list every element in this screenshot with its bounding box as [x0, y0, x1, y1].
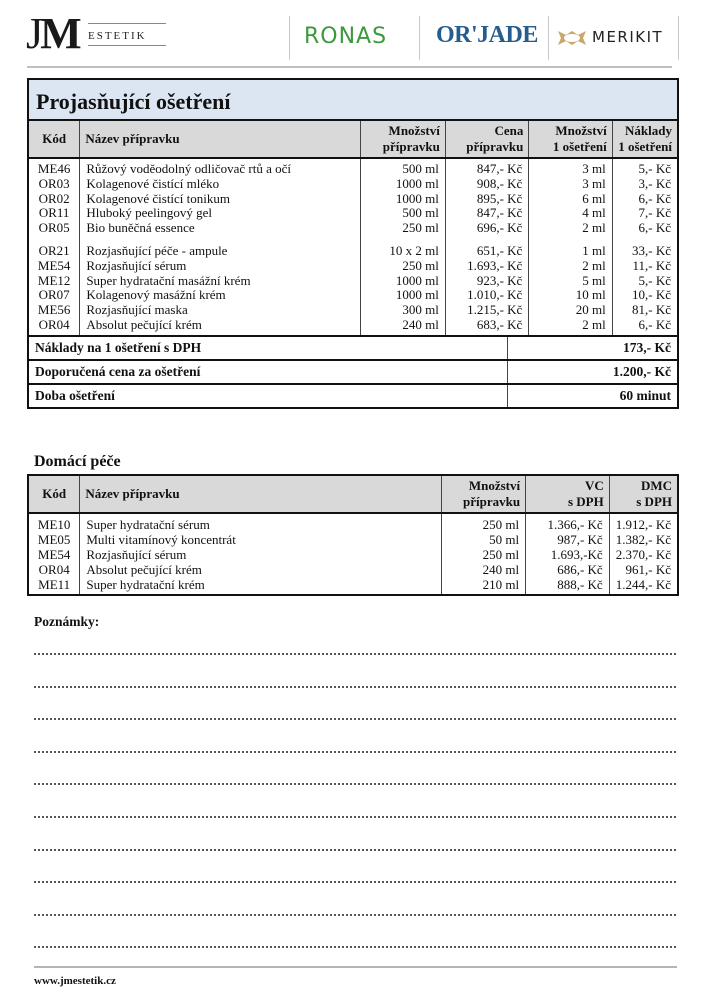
quantity-per-treatment: 4 ml — [529, 206, 612, 221]
logo-line — [88, 23, 166, 24]
cost-per-treatment: 7,- Kč — [638, 205, 671, 221]
product-price: 696,- Kč — [445, 221, 529, 236]
product-code: ME10 — [29, 513, 80, 532]
product-code: ME11 — [29, 577, 80, 594]
table-row — [29, 513, 677, 532]
price-vc: 987,- Kč — [526, 532, 610, 547]
product-quantity: 1000 ml — [361, 177, 445, 192]
cost-per-treatment: 6,- Kč — [638, 316, 671, 332]
jm-logo-letters: JM — [26, 9, 79, 58]
product-code: ME05 — [29, 532, 80, 547]
table-row — [29, 192, 677, 207]
table-row — [29, 158, 677, 177]
table-row — [29, 288, 677, 303]
col-qty-per-treatment: Množství 1 ošetření — [529, 121, 612, 158]
product-code: OR04 — [29, 318, 80, 335]
treatment-summary — [29, 335, 677, 407]
summary-row — [29, 359, 677, 383]
table-row — [29, 206, 677, 221]
table-header-row — [29, 121, 677, 158]
merikit-logo: MERIKIT — [592, 28, 664, 46]
product-code: OR02 — [29, 192, 80, 207]
treatment-table-body — [29, 158, 677, 335]
footer-rule — [34, 966, 677, 968]
product-price: 1.010,- Kč — [445, 288, 529, 303]
home-care-table — [27, 474, 679, 596]
product-quantity: 210 ml — [441, 577, 526, 594]
product-quantity: 250 ml — [441, 513, 526, 532]
quantity-per-treatment: 20 ml — [529, 303, 612, 318]
quantity-per-treatment: 2 ml — [529, 221, 612, 236]
cost-per-treatment: 33,- Kč — [632, 242, 671, 258]
cost-per-treatment: 6,- Kč — [638, 220, 671, 236]
col-name: Název přípravku — [80, 476, 441, 513]
product-quantity: 50 ml — [441, 532, 526, 547]
product-code: OR11 — [29, 206, 80, 221]
product-name: Růžový voděodolný odličovač rtů a očí — [80, 158, 361, 177]
product-name: Hluboký peelingový gel — [80, 206, 361, 221]
table-header-row — [29, 476, 677, 513]
logo-line — [88, 45, 166, 46]
notes-line[interactable] — [34, 946, 676, 948]
product-name: Kolagenové čistící mléko — [80, 177, 361, 192]
home-care-title: Domácí péče — [34, 453, 121, 470]
summary-value: 173,- Kč — [623, 339, 671, 355]
header-rule — [27, 66, 672, 68]
price-dmc: 1.912,- Kč — [615, 517, 671, 532]
jm-estetik-logo — [26, 9, 176, 58]
table-row — [29, 221, 677, 236]
footer-url[interactable]: www.jmestetik.cz — [34, 975, 116, 987]
logo-divider — [678, 16, 679, 60]
logo-divider — [419, 16, 420, 60]
page-header — [0, 0, 711, 70]
product-quantity: 1000 ml — [361, 192, 445, 207]
product-name: Kolagenový masážní krém — [80, 288, 361, 303]
col-qty: Množství přípravku — [441, 476, 526, 513]
product-code: OR04 — [29, 562, 80, 577]
price-dmc: 1.382,- Kč — [615, 532, 671, 547]
product-code: ME56 — [29, 303, 80, 318]
notes-line[interactable] — [34, 783, 676, 785]
table-row — [29, 244, 677, 259]
product-quantity: 300 ml — [361, 303, 445, 318]
summary-label: Náklady na 1 ošetření s DPH — [29, 337, 508, 359]
logo-divider — [289, 16, 290, 60]
product-quantity: 1000 ml — [361, 274, 445, 289]
col-code: Kód — [29, 476, 80, 513]
price-vc: 1.693,-Kč — [526, 547, 610, 562]
product-code: ME46 — [29, 158, 80, 177]
product-code: OR05 — [29, 221, 80, 236]
product-name: Rozjasňující sérum — [80, 259, 361, 274]
treatment-table — [27, 78, 679, 409]
ronas-logo: RONAS — [304, 24, 388, 49]
product-price: 683,- Kč — [445, 318, 529, 335]
product-code: ME12 — [29, 274, 80, 289]
product-price: 1.693,- Kč — [445, 259, 529, 274]
table-row — [29, 318, 677, 335]
cost-per-treatment: 3,- Kč — [638, 175, 671, 191]
price-dmc: 961,- Kč — [625, 562, 671, 577]
product-quantity: 240 ml — [441, 562, 526, 577]
product-quantity: 250 ml — [441, 547, 526, 562]
table-row — [29, 274, 677, 289]
treatment-products-table — [29, 121, 677, 335]
product-quantity: 1000 ml — [361, 288, 445, 303]
col-name: Název přípravku — [80, 121, 361, 158]
summary-value: 1.200,- Kč — [612, 363, 671, 379]
col-code: Kód — [29, 121, 80, 158]
product-code: OR21 — [29, 244, 80, 259]
col-vc: VC s DPH — [526, 476, 610, 513]
col-cost-per-treatment: Náklady 1 ošetření — [612, 121, 677, 158]
quantity-per-treatment: 6 ml — [529, 192, 612, 207]
quantity-per-treatment: 2 ml — [529, 318, 612, 335]
product-name: Absolut pečující krém — [80, 318, 361, 335]
cost-per-treatment: 10,- Kč — [632, 287, 671, 303]
product-name: Super hydratační sérum — [80, 513, 441, 532]
product-name: Rozjasňující sérum — [80, 547, 441, 562]
product-quantity: 250 ml — [361, 221, 445, 236]
product-quantity: 250 ml — [361, 259, 445, 274]
product-name: Rozjasňující péče - ampule — [80, 244, 361, 259]
home-care-table-body — [29, 513, 677, 594]
notes-line[interactable] — [34, 816, 676, 818]
product-code: OR03 — [29, 177, 80, 192]
product-code: ME54 — [29, 547, 80, 562]
notes-line[interactable] — [34, 653, 676, 655]
table-row — [29, 532, 677, 547]
table-row — [29, 577, 677, 594]
table-row — [29, 259, 677, 274]
price-dmc: 1.244,- Kč — [615, 577, 671, 592]
product-price: 847,- Kč — [445, 206, 529, 221]
cost-per-treatment: 6,- Kč — [638, 190, 671, 206]
quantity-per-treatment: 3 ml — [529, 177, 612, 192]
table-row — [29, 562, 677, 577]
summary-row — [29, 383, 677, 407]
product-code: OR07 — [29, 288, 80, 303]
price-vc: 1.366,- Kč — [526, 513, 610, 532]
table-row — [29, 177, 677, 192]
quantity-per-treatment: 2 ml — [529, 259, 612, 274]
summary-label: Doba ošetření — [29, 385, 508, 407]
cost-per-treatment: 5,- Kč — [638, 161, 671, 176]
product-quantity: 10 x 2 ml — [361, 244, 445, 259]
notes-line[interactable] — [34, 914, 676, 916]
notes-line[interactable] — [34, 751, 676, 753]
price-vc: 888,- Kč — [526, 577, 610, 594]
product-name: Super hydratační masážní krém — [80, 274, 361, 289]
summary-label: Doporučená cena za ošetření — [29, 361, 508, 383]
notes-line[interactable] — [34, 718, 676, 720]
price-vc: 686,- Kč — [526, 562, 610, 577]
product-name: Rozjasňující maska — [80, 303, 361, 318]
orjade-logo: OR'JADE — [436, 22, 538, 48]
product-price: 923,- Kč — [445, 274, 529, 289]
cost-per-treatment: 81,- Kč — [632, 302, 671, 318]
jm-logo-text: ESTETIK — [88, 30, 147, 42]
product-name: Kolagenové čistící tonikum — [80, 192, 361, 207]
col-dmc: DMC s DPH — [609, 476, 677, 513]
product-price: 847,- Kč — [445, 158, 529, 177]
product-price: 1.215,- Kč — [445, 303, 529, 318]
cost-per-treatment: 5,- Kč — [638, 272, 671, 288]
quantity-per-treatment: 5 ml — [529, 274, 612, 289]
notes-title: Poznámky: — [34, 614, 100, 629]
product-name: Absolut pečující krém — [80, 562, 441, 577]
product-price: 895,- Kč — [445, 192, 529, 207]
product-quantity: 240 ml — [361, 318, 445, 335]
cost-per-treatment: 11,- Kč — [632, 257, 671, 273]
product-code: ME54 — [29, 259, 80, 274]
product-name: Bio buněčná essence — [80, 221, 361, 236]
quantity-per-treatment: 3 ml — [529, 158, 612, 177]
col-price: Cena přípravku — [445, 121, 529, 158]
product-quantity: 500 ml — [361, 206, 445, 221]
product-quantity: 500 ml — [361, 158, 445, 177]
home-care-products-table — [29, 476, 677, 594]
summary-value: 60 minut — [619, 387, 671, 403]
product-price: 651,- Kč — [445, 244, 529, 259]
product-name: Multi vitamínový koncentrát — [80, 532, 441, 547]
merikit-leaf-icon — [557, 29, 587, 47]
logo-divider — [548, 16, 549, 60]
product-price: 908,- Kč — [445, 177, 529, 192]
quantity-per-treatment: 10 ml — [529, 288, 612, 303]
treatment-title: Projasňující ošetření — [29, 80, 677, 121]
price-dmc: 2.370,- Kč — [615, 547, 671, 562]
notes-line[interactable] — [34, 881, 676, 883]
col-qty: Množství přípravku — [361, 121, 445, 158]
product-name: Super hydratační krém — [80, 577, 441, 594]
notes-line[interactable] — [34, 686, 676, 688]
table-row — [29, 303, 677, 318]
quantity-per-treatment: 1 ml — [529, 244, 612, 259]
notes-line[interactable] — [34, 849, 676, 851]
summary-row — [29, 335, 677, 359]
table-row — [29, 547, 677, 562]
